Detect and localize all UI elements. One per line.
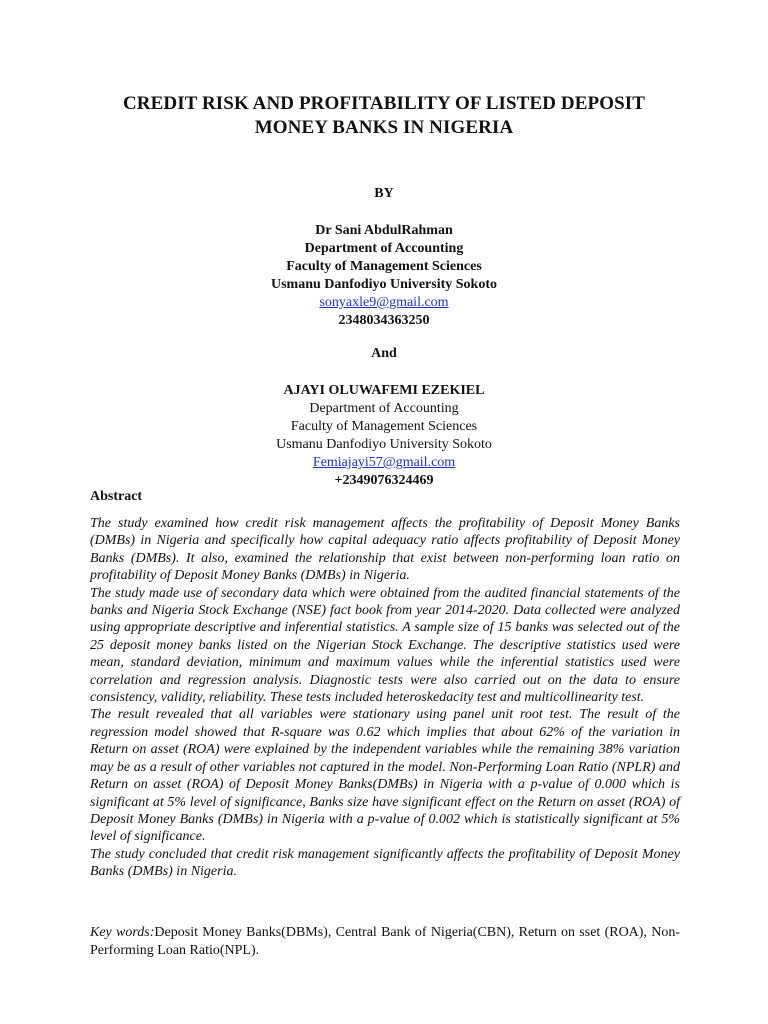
paper-title (60, 92, 708, 140)
author-1-block (0, 222, 768, 330)
author-2-email-link[interactable]: Femiajayi57@gmail.com (312, 455, 456, 470)
abstract-paragraph: The study concluded that credit risk management significantly affects the profitability of Deposit Money Banks (DMBs) in Nigeria. (90, 846, 680, 880)
abstract-paragraph: The study made use of secondary data which were obtained from the audited financial statements of the banks and Nigeria Stock Exchange (NSE) fact book from year 2014-2020. Data collected were analyzed using appropriate descriptive and inferential statistics. A sample size of 15 banks was selected out of the 25 deposit money banks listed on the Nigerian Stock Exchange. The descriptive statistics used were mean, standard deviation, minimum and maximum values while the inferential statistics used were correlation and regression analysis. Diagnostic tests were also carried out on the data to ensure consistency, validity, reliability. These tests included heteroskedacity test and multicollinearity test. (90, 585, 680, 706)
abstract-body (90, 515, 680, 881)
by-label: BY (374, 186, 394, 201)
author-1-phone: 2348034363250 (338, 313, 430, 328)
author-1-faculty: Faculty of Management Sciences (286, 259, 482, 274)
title-line-1: CREDIT RISK AND PROFITABILITY OF LISTED DEPOSIT (122, 93, 646, 114)
keywords-label: Key words: (90, 925, 155, 940)
author-2-department: Department of Accounting (309, 401, 459, 416)
author-2-block (0, 382, 768, 490)
author-1-name: Dr Sani AbdulRahman (315, 223, 453, 238)
keywords-text: Deposit Money Banks(DBMs), Central Bank of Nigeria(CBN), Return on sset (ROA), Non-Performing Loan Ratio(NPL). (90, 925, 680, 958)
author-2-name: AJAYI OLUWAFEMI EZEKIEL (283, 383, 485, 398)
abstract-paragraph: The study examined how credit risk management affects the profitability of Deposit Money Banks (DMBs) in Nigeria and specifically how capital adequacy ratio affects profitability of Deposit Money Banks (DMBs). It also, examined the relationship that exist between non-performing loan ratio on profitability of Deposit Money Banks (DMBs) in Nigeria. (90, 516, 680, 584)
abstract-heading: Abstract (90, 489, 143, 504)
author-1-university: Usmanu Danfodiyo University Sokoto (271, 277, 497, 292)
author-1-department: Department of Accounting (304, 241, 464, 256)
keywords (90, 924, 680, 959)
author-2-phone: +2349076324469 (334, 473, 434, 488)
author-2-university: Usmanu Danfodiyo University Sokoto (276, 437, 492, 452)
and-label: And (371, 346, 397, 361)
abstract-paragraph: The result revealed that all variables were stationary using panel unit root test. The result of the regression model showed that R-square was 0.62 which implies that about 62% of the variation in Return on asset (ROA) were explained by the independent variables while the remaining 38% variation may be as a result of other variables not captured in the model. Non-Performing Loan Ratio (NPLR) and Return on asset (ROA) of Deposit Money Banks(DMBs) in Nigeria with a p-value of 0.000 which is significant at 5% level of significance, Banks size have significant effect on the Return on asset (ROA) of Deposit Money Banks (DMBs) in Nigeria with a p-value of 0.002 which is statistically significant at 5% level of significance. (90, 707, 680, 845)
title-line-2: MONEY BANKS IN NIGERIA (254, 117, 514, 138)
author-2-faculty: Faculty of Management Sciences (290, 419, 478, 434)
author-1-email-link[interactable]: sonyaxle9@gmail.com (319, 295, 449, 310)
